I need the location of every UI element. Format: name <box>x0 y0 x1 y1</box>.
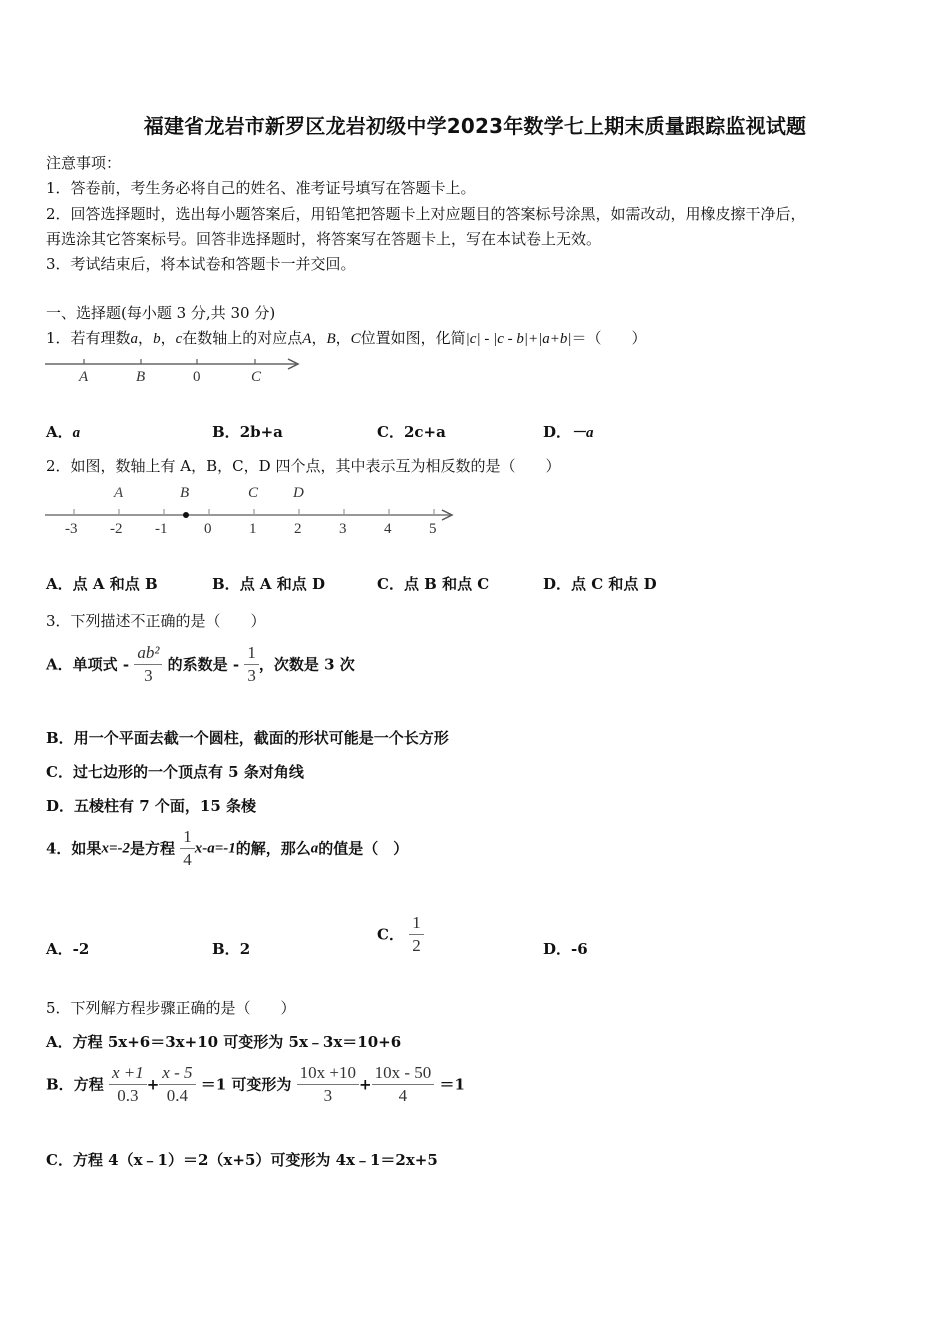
svg-text:0: 0 <box>204 521 212 537</box>
q4-option-c[interactable]: C． $\frac{1}{2}$ <box>377 912 424 957</box>
fraction-1-over-4: $\frac{1}{4}$ <box>180 826 195 871</box>
q2-option-a[interactable]: A．点 A 和点 B <box>46 575 158 593</box>
notice-item-2: 2．回答选择题时，选出每小题答案后，用铅笔把答题卡上对应题目的答案标号涂黑，如需改动，用橡皮擦干净后， <box>46 205 806 223</box>
fraction-ab2-over-3: $\frac{\text{ab²}}{3}$ <box>134 642 162 687</box>
q4-option-a[interactable]: A．-2 <box>46 940 90 958</box>
svg-text:-1: -1 <box>155 521 168 537</box>
fraction-x-plus-1-over-0.3: $\frac{x +1}{0.3}$ <box>109 1062 147 1107</box>
q5-option-b[interactable]: B．方程 $\frac{x +1}{0.3}$ + $\frac{x - 5}{0.4}$ ＝1 可变形为 $\frac{10x +10}{3}$ + $\frac{10x - 50}{4}$ ＝1 <box>46 1063 465 1105</box>
q1-option-c[interactable]: C．2c+a <box>377 423 446 441</box>
q1-option-b[interactable]: B．2b+a <box>212 423 283 441</box>
q4-option-b[interactable]: B．2 <box>212 940 251 958</box>
q1-option-a[interactable]: A．a <box>46 423 81 441</box>
point-label-b: B <box>180 485 190 501</box>
q5-option-a[interactable]: A．方程 5x+6＝3x+10 可变形为 5x﹣3x＝10+6 <box>46 1033 402 1051</box>
notice-item-2-cont: 再选涂其它答案标号。回答非选择题时，将答案写在答题卡上，写在本试卷上无效。 <box>46 230 602 248</box>
q2-option-b[interactable]: B．点 A 和点 D <box>212 575 326 593</box>
fraction-1-over-2: $\frac{1}{2}$ <box>409 912 424 957</box>
svg-text:5: 5 <box>429 521 437 537</box>
point-label-a: A <box>114 485 124 501</box>
question-1-stem: 1．若有理数a，b，c在数轴上的对应点A，B，C位置如图，化简|c| - |c - b|+|a+b|＝（ ） <box>46 329 647 347</box>
q4-option-d[interactable]: D．-6 <box>543 940 588 958</box>
question-5-stem: 5．下列解方程步骤正确的是（ ） <box>46 999 296 1017</box>
point-b-dot <box>183 512 189 518</box>
q3-option-d[interactable]: D．五棱柱有 7 个面，15 条棱 <box>46 797 256 815</box>
svg-text:-2: -2 <box>110 521 123 537</box>
svg-text:3: 3 <box>339 521 347 537</box>
section-heading: 一、选择题(每小题 3 分,共 30 分) <box>46 304 276 322</box>
number-line-q2 <box>40 478 460 540</box>
fraction-10x-minus-50-over-4: $\frac{10x - 50}{4}$ <box>372 1062 435 1107</box>
page-title: 福建省龙岩市新罗区龙岩初级中学2023年数学七上期末质量跟踪监视试题 <box>143 114 807 138</box>
q3-option-c[interactable]: C．过七边形的一个顶点有 5 条对角线 <box>46 763 304 781</box>
q1-option-d[interactable]: D．－a <box>543 423 594 441</box>
svg-text:-3: -3 <box>65 521 78 537</box>
axis-label-a: A <box>79 369 89 385</box>
notice-heading: 注意事项： <box>46 154 122 172</box>
q2-option-d[interactable]: D．点 C 和点 D <box>543 575 657 593</box>
question-3-stem: 3．下列描述不正确的是（ ） <box>46 612 266 630</box>
question-4-stem: 4．如果x=-2是方程 $\frac{1}{4}$ x-a=-1的解，那么a的值是（ ） <box>46 827 409 869</box>
q3-option-a[interactable]: A．单项式 - $\frac{\text{ab²}}{3}$ 的系数是 - $\frac{1}{3}$ ，次数是 3 次 <box>46 643 355 685</box>
q3-option-b[interactable]: B．用一个平面去截一个圆柱，截面的形状可能是一个长方形 <box>46 729 449 747</box>
axis-label-c: C <box>251 369 262 385</box>
q2-option-c[interactable]: C．点 B 和点 C <box>377 575 490 593</box>
axis-label-b: B <box>136 369 146 385</box>
question-2-stem: 2．如图，数轴上有 A，B，C，D 四个点，其中表示互为相反数的是（ ） <box>46 457 561 475</box>
notice-item-3: 3．考试结束后，将本试卷和答题卡一并交回。 <box>46 255 356 273</box>
q5-option-c[interactable]: C．方程 4（x﹣1）＝2（x+5）可变形为 4x﹣1＝2x+5 <box>46 1151 438 1169</box>
point-label-c: C <box>248 485 259 501</box>
svg-text:2: 2 <box>294 521 302 537</box>
fraction-1-over-3: $\frac{1}{3}$ <box>244 642 259 687</box>
svg-text:4: 4 <box>384 521 392 537</box>
axis-label-zero: 0 <box>193 369 201 385</box>
number-line-q1 <box>40 350 310 390</box>
svg-text:1: 1 <box>249 521 257 537</box>
point-label-d: D <box>293 485 304 501</box>
notice-item-1: 1．答卷前，考生务必将自己的姓名、准考证号填写在答题卡上。 <box>46 179 476 197</box>
fraction-x-minus-5-over-0.4: $\frac{x - 5}{0.4}$ <box>159 1062 195 1107</box>
fraction-10x-plus-10-over-3: $\frac{10x +10}{3}$ <box>297 1062 359 1107</box>
